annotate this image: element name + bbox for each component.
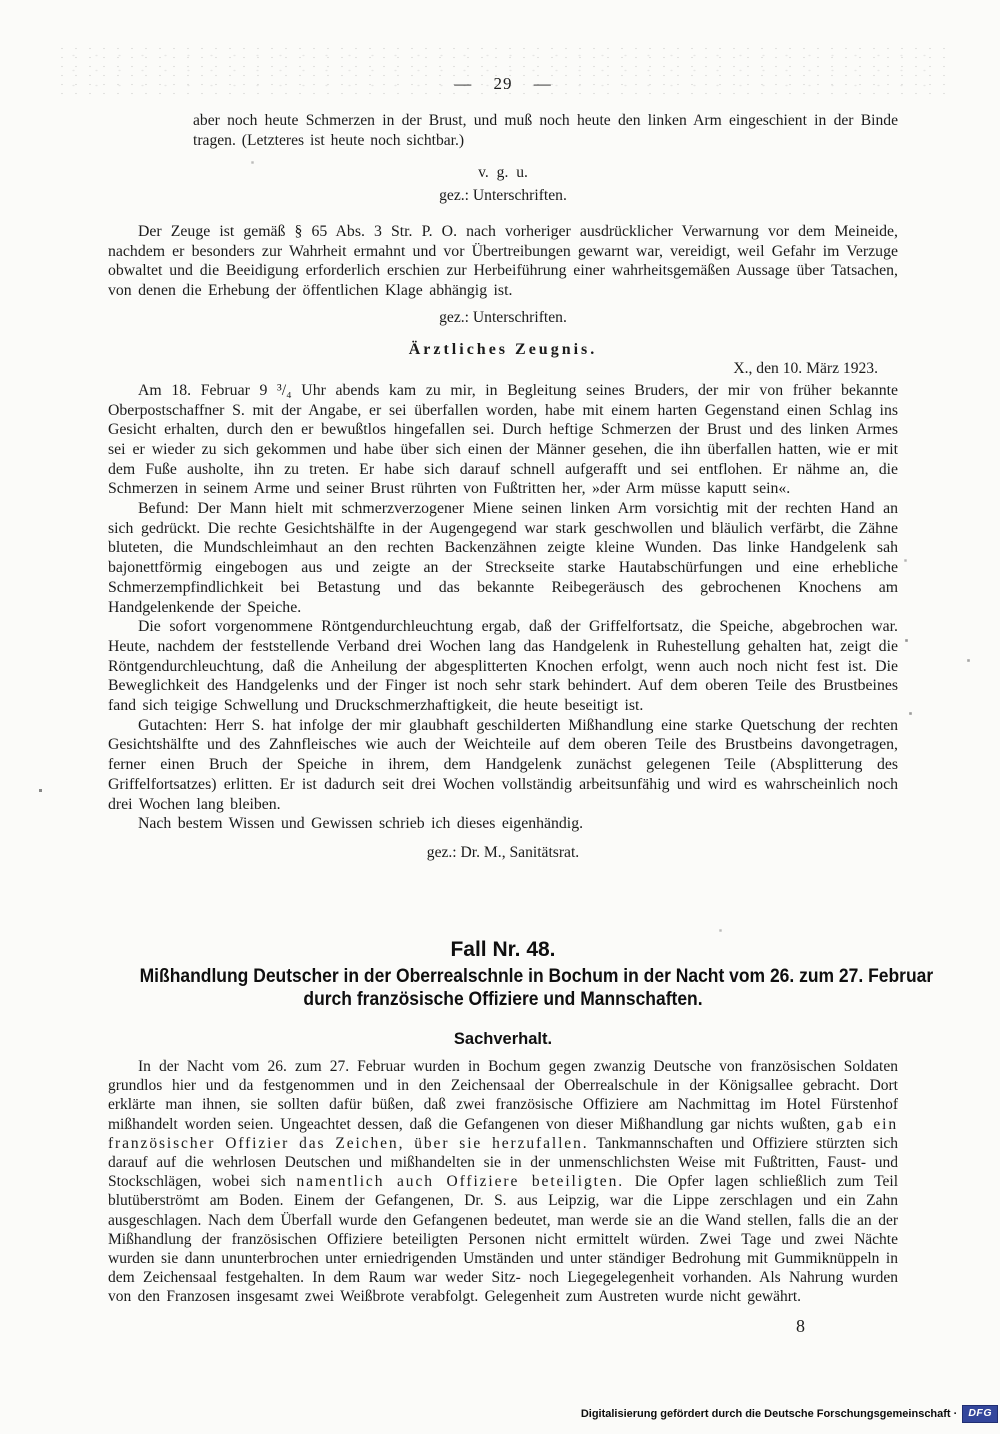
sachverhalt-segment-2: Tankmannschaften und Offiziere stürzten sich darauf auf die wehrlosen Deutschen und mißhandelten sie in der unmenschlichsten Weise mit Fußtritten, Faust- und Stockschlägen, wobei sich [108, 1134, 899, 1191]
medical-paragraph-roentgen: Die sofort vorgenommene Röntgendurchleuchtung ergab, daß der Griffelfortsatz, die Speiche, abgebrochen war. Heute, nachdem der feststellende Verband drei Wochen lang das Handgelenk in Ruhestellung gehalten hat, zeigt die Röntgendurchleuchtung, daß die Anheilung der abgesplitterten Knochen erfolgt, wenn auch noch nicht fest ist. Die Beweglichkeit des Handgelenks und der Finger ist noch sehr stark behindert. Auf dem oberen Teile des Brustbeines fand sich teigige Schwellung und Druckschmerzhaftigkeit, die heute beseitigt ist. [108, 618, 898, 715]
page-number: — 29 — [454, 74, 552, 93]
case-section [108, 938, 934, 1307]
sachverhalt-emphasized-segment-2: namentlich auch Offiziere beteiligten. [296, 1173, 625, 1191]
oath-paragraph: Der Zeuge ist gemäß § 65 Abs. 3 Str. P. O. nach vorheriger ausdrücklicher Verwarnung vor dem Meineide, nachdem er besonders zur Wahrheit ermahnt und vor Übertreibungen gewarnt war, vereidigt, weil Gefahr im Verzuge obwaltet und die Beeidigung erforderlich erschien zur Herbeiführung einer wahrheitsgemäßen Aussage über Tatsachen, von denen die Erhebung der öffentlichen Klage abhängig ist. [108, 223, 898, 300]
case-title-line-2: durch französische Offiziere und Mannschaften. [303, 989, 703, 1010]
section-heading-sachverhalt: Sachverhalt. [453, 1030, 553, 1048]
case-number-heading: Fall Nr. 48. [450, 938, 556, 961]
deposition-continuation: aber noch heute Schmerzen in der Brust, und muß noch heute den linken Arm eingeschient in der Binde tragen. (Letzteres ist heute noch sichtbar.) [193, 112, 898, 149]
page-body [108, 0, 898, 863]
case-title-line-1: Mißhandlung Deutscher in der Oberrealschnle in Bochum in der Nacht vom 26. zum 27. Februar [139, 966, 934, 987]
medical-paragraph-befund: Befund: Der Mann hielt mit schmerzverzogener Miene seinen linken Arm vorsichtig mit der rechten Hand an sich gedrückt. Die rechte Gesichtshälfte in der Augengegend war stark geschwollen und bläulich verfärbt, die Zähne bluteten, die Mundschleimhaut an den rechten Backenzähnen zeigte kleine Wunden. Das linke Handgelenk sah bajonettförmig eingebogen aus und zeigte an der Streckseite starke Hautabschürfungen und eine erhebliche Schmerzempfindlichkeit bei Betastung und das bekannte Reibegeräusch des gebrochenen Knochens am Handgelenkende der Speiche. [108, 500, 898, 616]
doctor-signature-line: gez.: Dr. M., Sanitätsrat. [426, 843, 580, 861]
sachverhalt-segment-3: Die Opfer lagen schließlich zum Teil blutüberströmt am Boden. Einem der Gefangenen, Dr. S. aus Leipzig, war die Lippe zerschlagen und ein Zahn ausgeschlagen. Nach dem Überfall wurde den Gefangenen bedeutet, man werde sie an die Wand stellen, falls die an der Mißhandlung der französischen Offiziere beteiligten Personen nicht ermittelt würden. Zwei Tage und zwei Nächte wurden sie dann ununterbrochen unter erniedrigenden Umständen und unter ständiger Bedrohung mit Gummiknüppeln in dem Zeichensaal festgehalten. In dem Raum war weder Sitz- noch Liegegelegenheit vorhanden. Als Nahrung wurden von den Franzosen insgesamt zwei Weißbrote verabfolgt. Gelegenheit zum Austreten wurde nicht gewährt. [108, 1173, 898, 1306]
medical-certificate-body [108, 381, 898, 834]
sheet-signature-mark: 8 [796, 1316, 805, 1336]
vgu-line: v. g. u. [478, 164, 528, 181]
dateline: X., den 10. März 1923. [733, 359, 878, 377]
signature-line-witness-1: gez.: Unterschriften. [439, 187, 567, 204]
signature-line-witness-2: gez.: Unterschriften. [439, 308, 567, 326]
sachverhalt-emphasized-segment-1: gab ein französischer Offizier das Zeichen, über sie herzufallen. [108, 1115, 898, 1152]
sachverhalt-paragraph [108, 1057, 898, 1307]
medical-paragraph-gutachten: Gutachten: Herr S. hat infolge der mir glaubhaft geschilderten Mißhandlung eine starke Quetschung der rechten Gesichtshälfte und des Zahnfleisches wie auch der Weichteile auf dem oberen Teile des Brustbeins davongetragen, ferner einen Bruch der Speiche in ihrem, dem Handgelenk zunächst gelegenen Teile (Absplitterung des Griffelfortsatzes) erlitten. Er ist dadurch seit drei Wochen vollständig arbeitsunfähig und wird es wahrscheinlich noch drei Wochen lang bleiben. [108, 716, 898, 813]
case-title [108, 965, 934, 1011]
dfg-logo: DFG [962, 1405, 998, 1423]
medical-certificate-heading: Ärztliches Zeugnis. [408, 340, 598, 358]
medical-paragraph-closing: Nach bestem Wissen und Gewissen schrieb ich dieses eigenhändig. [138, 815, 584, 833]
footer-credit-text: Digitalisierung gefördert durch die Deutsche Forschungsgemeinschaft · [580, 1407, 958, 1420]
medical-paragraph-anamnesis: Am 18. Februar 9 ³/₄ Uhr abends kam zu mir, in Begleitung seines Bruders, der mir von früher bekannte Oberpostschaffner S. mit der Angabe, er sei überfallen worden, habe mit einem harten Gegenstand einen Schlag ins Gesicht erhalten, durch den er bewußtlos hingefallen sei. Durch heftige Schmerzen der Brust und des linken Armes sei er wieder zu sich gekommen und habe über sich einen der Männer gesehen, die ihn überfallen hatten, wie er mit dem Fuße ausholte, ihn zu treten. Er habe sich darauf schnell aufgerafft und sei entflohen. Er nähme an, die Schmerzen in seinem Arme und seiner Brust rührten von Fußtritten her, »der Arm müsse kaputt sein«. [108, 381, 898, 498]
scan-specks [0, 0, 1, 1]
footer-credit [581, 1405, 998, 1423]
sachverhalt-segment-1: In der Nacht vom 26. zum 27. Februar wurden in Bochum gegen zwanzig Deutsche von französischen Soldaten grundlos hier und da festgenommen und in den Zeichensaal der Oberrealschule in der Königsallee gebracht. Dort erklärte man ihnen, sie sollten dafür büßen, daß zwei französische Offiziere am Nachmittag im Hotel Fürstenhof mißhandelt worden seien. Ungeachtet dessen, daß die Gefangenen von dieser Mißhandlung gar nichts wußten, [108, 1058, 898, 1133]
